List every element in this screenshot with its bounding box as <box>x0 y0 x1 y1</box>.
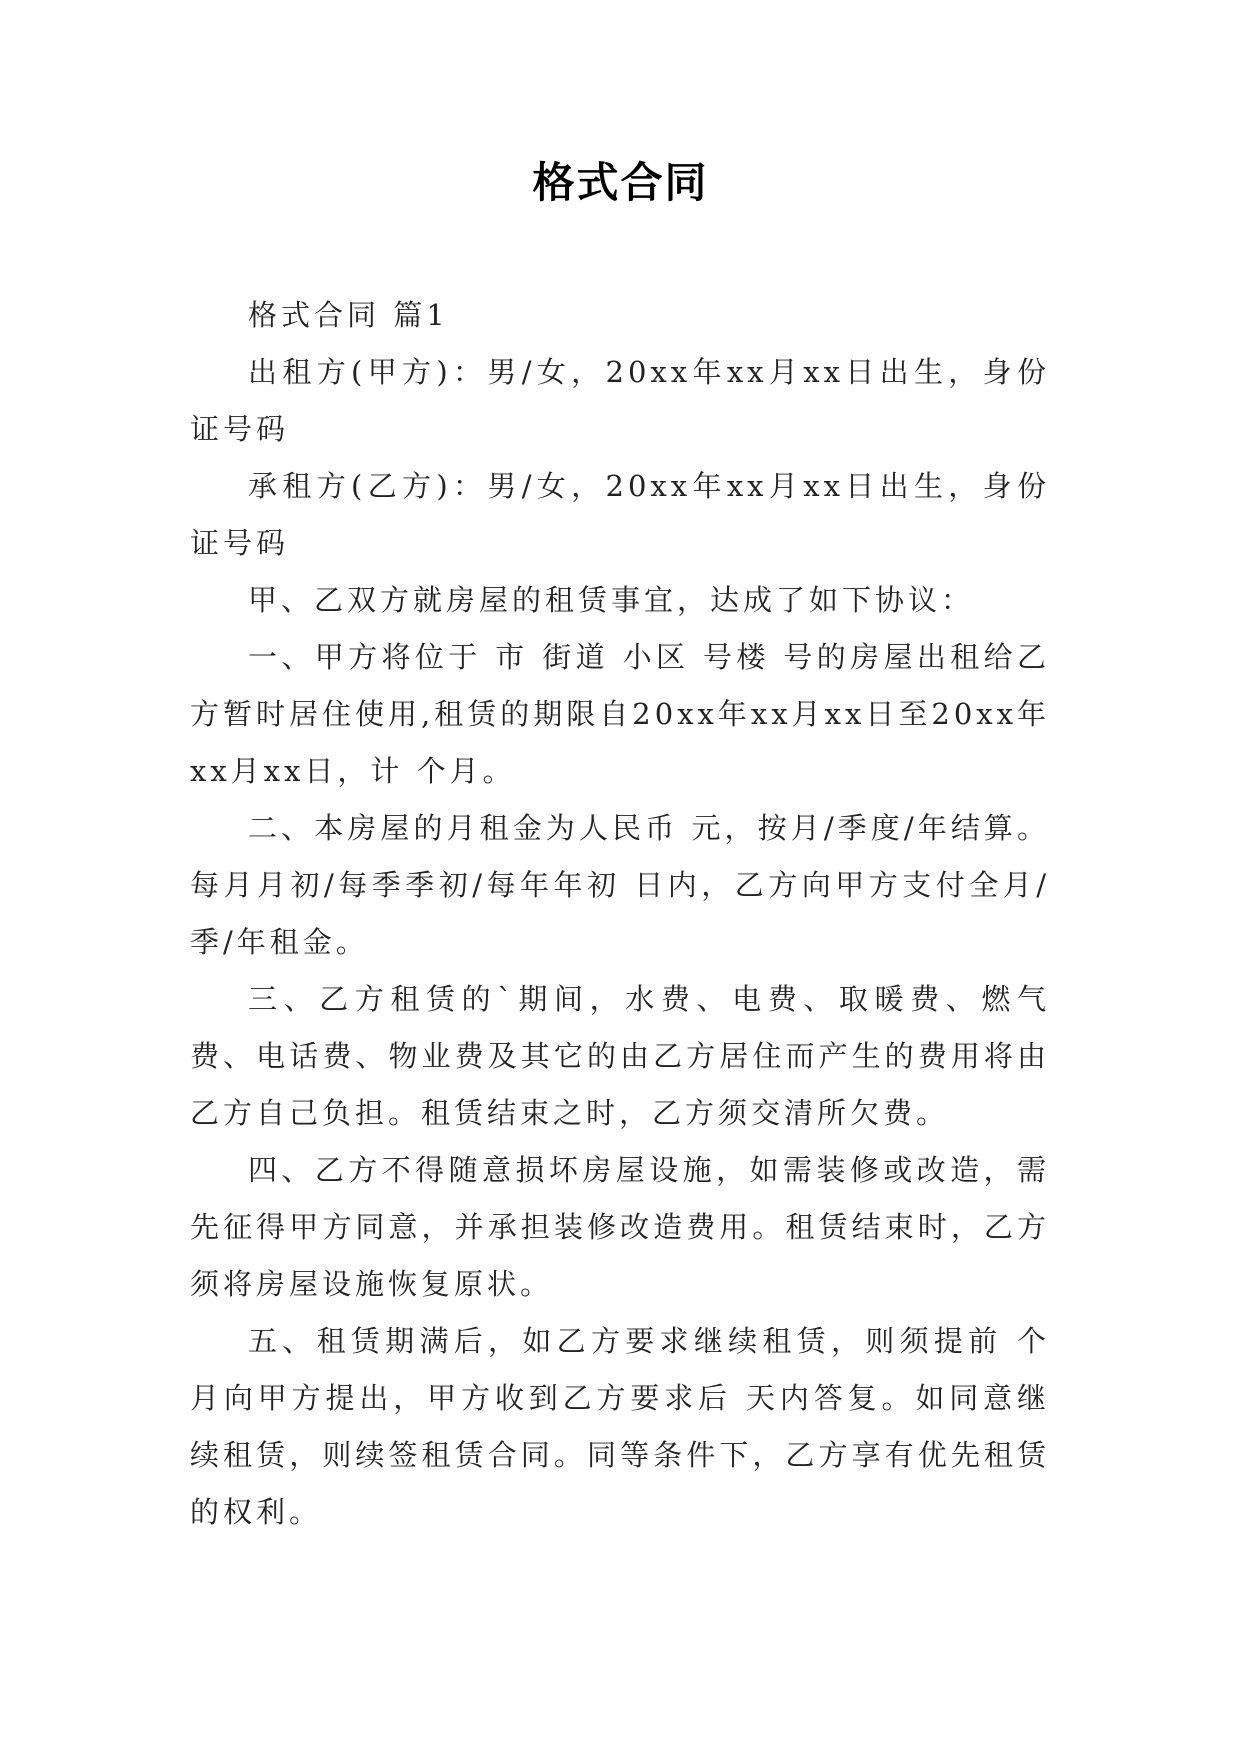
clause-2: 二、本房屋的月租金为人民币 元，按月/季度/年结算。每月月初/每季季初/每年年初 日内，乙方向甲方支付全月/季/年租金。 <box>190 811 1050 959</box>
document-title: 格式合同 <box>532 158 709 207</box>
document-body <box>190 287 1050 1541</box>
paragraph-lessor: 出租方(甲方)：男/女，20xx年xx月xx日出生，身份证号码 <box>190 355 1050 446</box>
section-heading: 格式合同 篇1 <box>248 298 449 332</box>
clause-5: 五、租赁期满后，如乙方要求继续租赁，则须提前 个月向甲方提出，甲方收到乙方要求后 天内答复。如同意继续租赁，则续签租赁合同。同等条件下，乙方享有优先租赁的权利。 <box>190 1324 1050 1529</box>
paragraph-agreement-intro: 甲、乙双方就房屋的租赁事宜，达成了如下协议： <box>248 583 975 617</box>
paragraph-lessee: 承租方(乙方)：男/女，20xx年xx月xx日出生，身份证号码 <box>190 469 1050 560</box>
clause-3: 三、乙方租赁的`期间，水费、电费、取暖费、燃气费、电话费、物业费及其它的由乙方居住而产生的费用将由乙方自己负担。租赁结束之时，乙方须交清所欠费。 <box>190 982 1050 1130</box>
clause-1: 一、甲方将位于 市 街道 小区 号楼 号的房屋出租给乙方暂时居住使用,租赁的期限自20xx年xx月xx日至20xx年xx月xx日，计 个月。 <box>190 640 1050 788</box>
clause-4: 四、乙方不得随意损坏房屋设施，如需装修或改造，需先征得甲方同意，并承担装修改造费用。租赁结束时，乙方须将房屋设施恢复原状。 <box>190 1153 1050 1301</box>
